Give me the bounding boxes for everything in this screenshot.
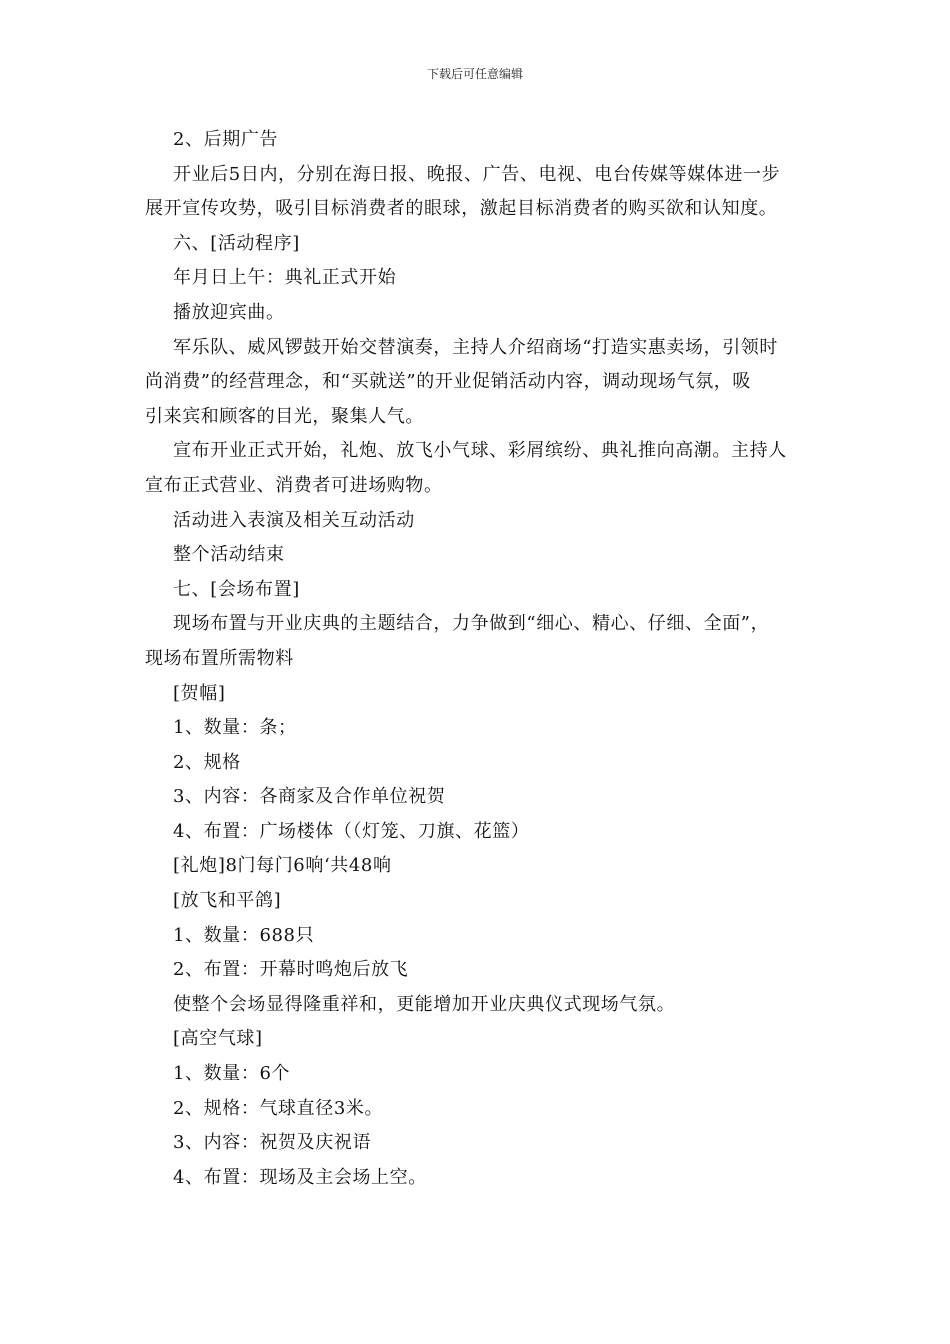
document-body xyxy=(145,123,810,1195)
text-line: [礼炮]8门每门6响‘共48响 xyxy=(173,855,392,877)
text-line: 现场布置所需物料 xyxy=(145,647,294,669)
text-line: 2、布置：开幕时鸣炮后放飞 xyxy=(173,959,409,981)
text-line: 军乐队、威风锣鼓开始交替演奏，主持人介绍商场“打造实惠卖场，引领时 xyxy=(173,336,778,358)
text-line: 宣布正式营业、消费者可进场购物。 xyxy=(145,474,443,496)
text-line: 4、布置：现场及主会场上空。 xyxy=(173,1166,427,1188)
text-line: 现场布置与开业庆典的主题结合，力争做到“细心、精心、仔细、全面”， xyxy=(173,613,770,635)
text-line: 1、数量：688只 xyxy=(173,924,315,946)
text-line: 六、[活动程序] xyxy=(173,232,300,254)
text-line: 播放迎宾曲。 xyxy=(173,301,285,323)
text-line: 开业后5日内，分别在海日报、晚报、广告、电视、电台传媒等媒体进一步 xyxy=(173,163,781,185)
text-line: 1、数量：条； xyxy=(173,717,297,739)
text-line: [贺幅] xyxy=(173,682,226,704)
text-line: 3、内容：祝贺及庆祝语 xyxy=(173,1132,372,1154)
text-line: 使整个会场显得隆重祥和，更能增加开业庆典仪式现场气氛。 xyxy=(173,993,676,1015)
text-line: 2、后期广告 xyxy=(173,129,279,150)
text-line: 3、内容：各商家及合作单位祝贺 xyxy=(173,786,446,808)
text-line: 尚消费”的经营理念，和“买就送”的开业促销活动内容，调动现场气氛，吸 xyxy=(145,371,752,393)
text-line: 2、规格：气球直径3米。 xyxy=(173,1097,384,1119)
text-line: [放飞和平鸽] xyxy=(173,890,282,912)
text-line: 活动进入表演及相关互动活动 xyxy=(173,509,415,531)
text-line: 4、布置：广场楼体（（灯笼、刀旗、花篮） xyxy=(173,820,530,842)
text-line: 1、数量：6个 xyxy=(173,1063,291,1085)
text-line: 年月日上午：典礼正式开始 xyxy=(173,267,397,289)
text-line: [高空气球] xyxy=(173,1028,263,1050)
text-line: 整个活动结束 xyxy=(173,544,285,566)
text-line: 宣布开业正式开始，礼炮、放飞小气球、彩屑缤纷、典礼推向高潮。主持人 xyxy=(173,440,787,462)
text-line: 展开宣传攻势，吸引目标消费者的眼球，激起目标消费者的购买欲和认知度。 xyxy=(145,198,778,220)
page-header: 下载后可任意编辑 xyxy=(426,67,523,81)
text-line: 2、规格 xyxy=(173,751,241,773)
text-line: 七、[会场布置] xyxy=(173,578,300,600)
text-line: 引来宾和顾客的目光，聚集人气。 xyxy=(145,405,424,427)
